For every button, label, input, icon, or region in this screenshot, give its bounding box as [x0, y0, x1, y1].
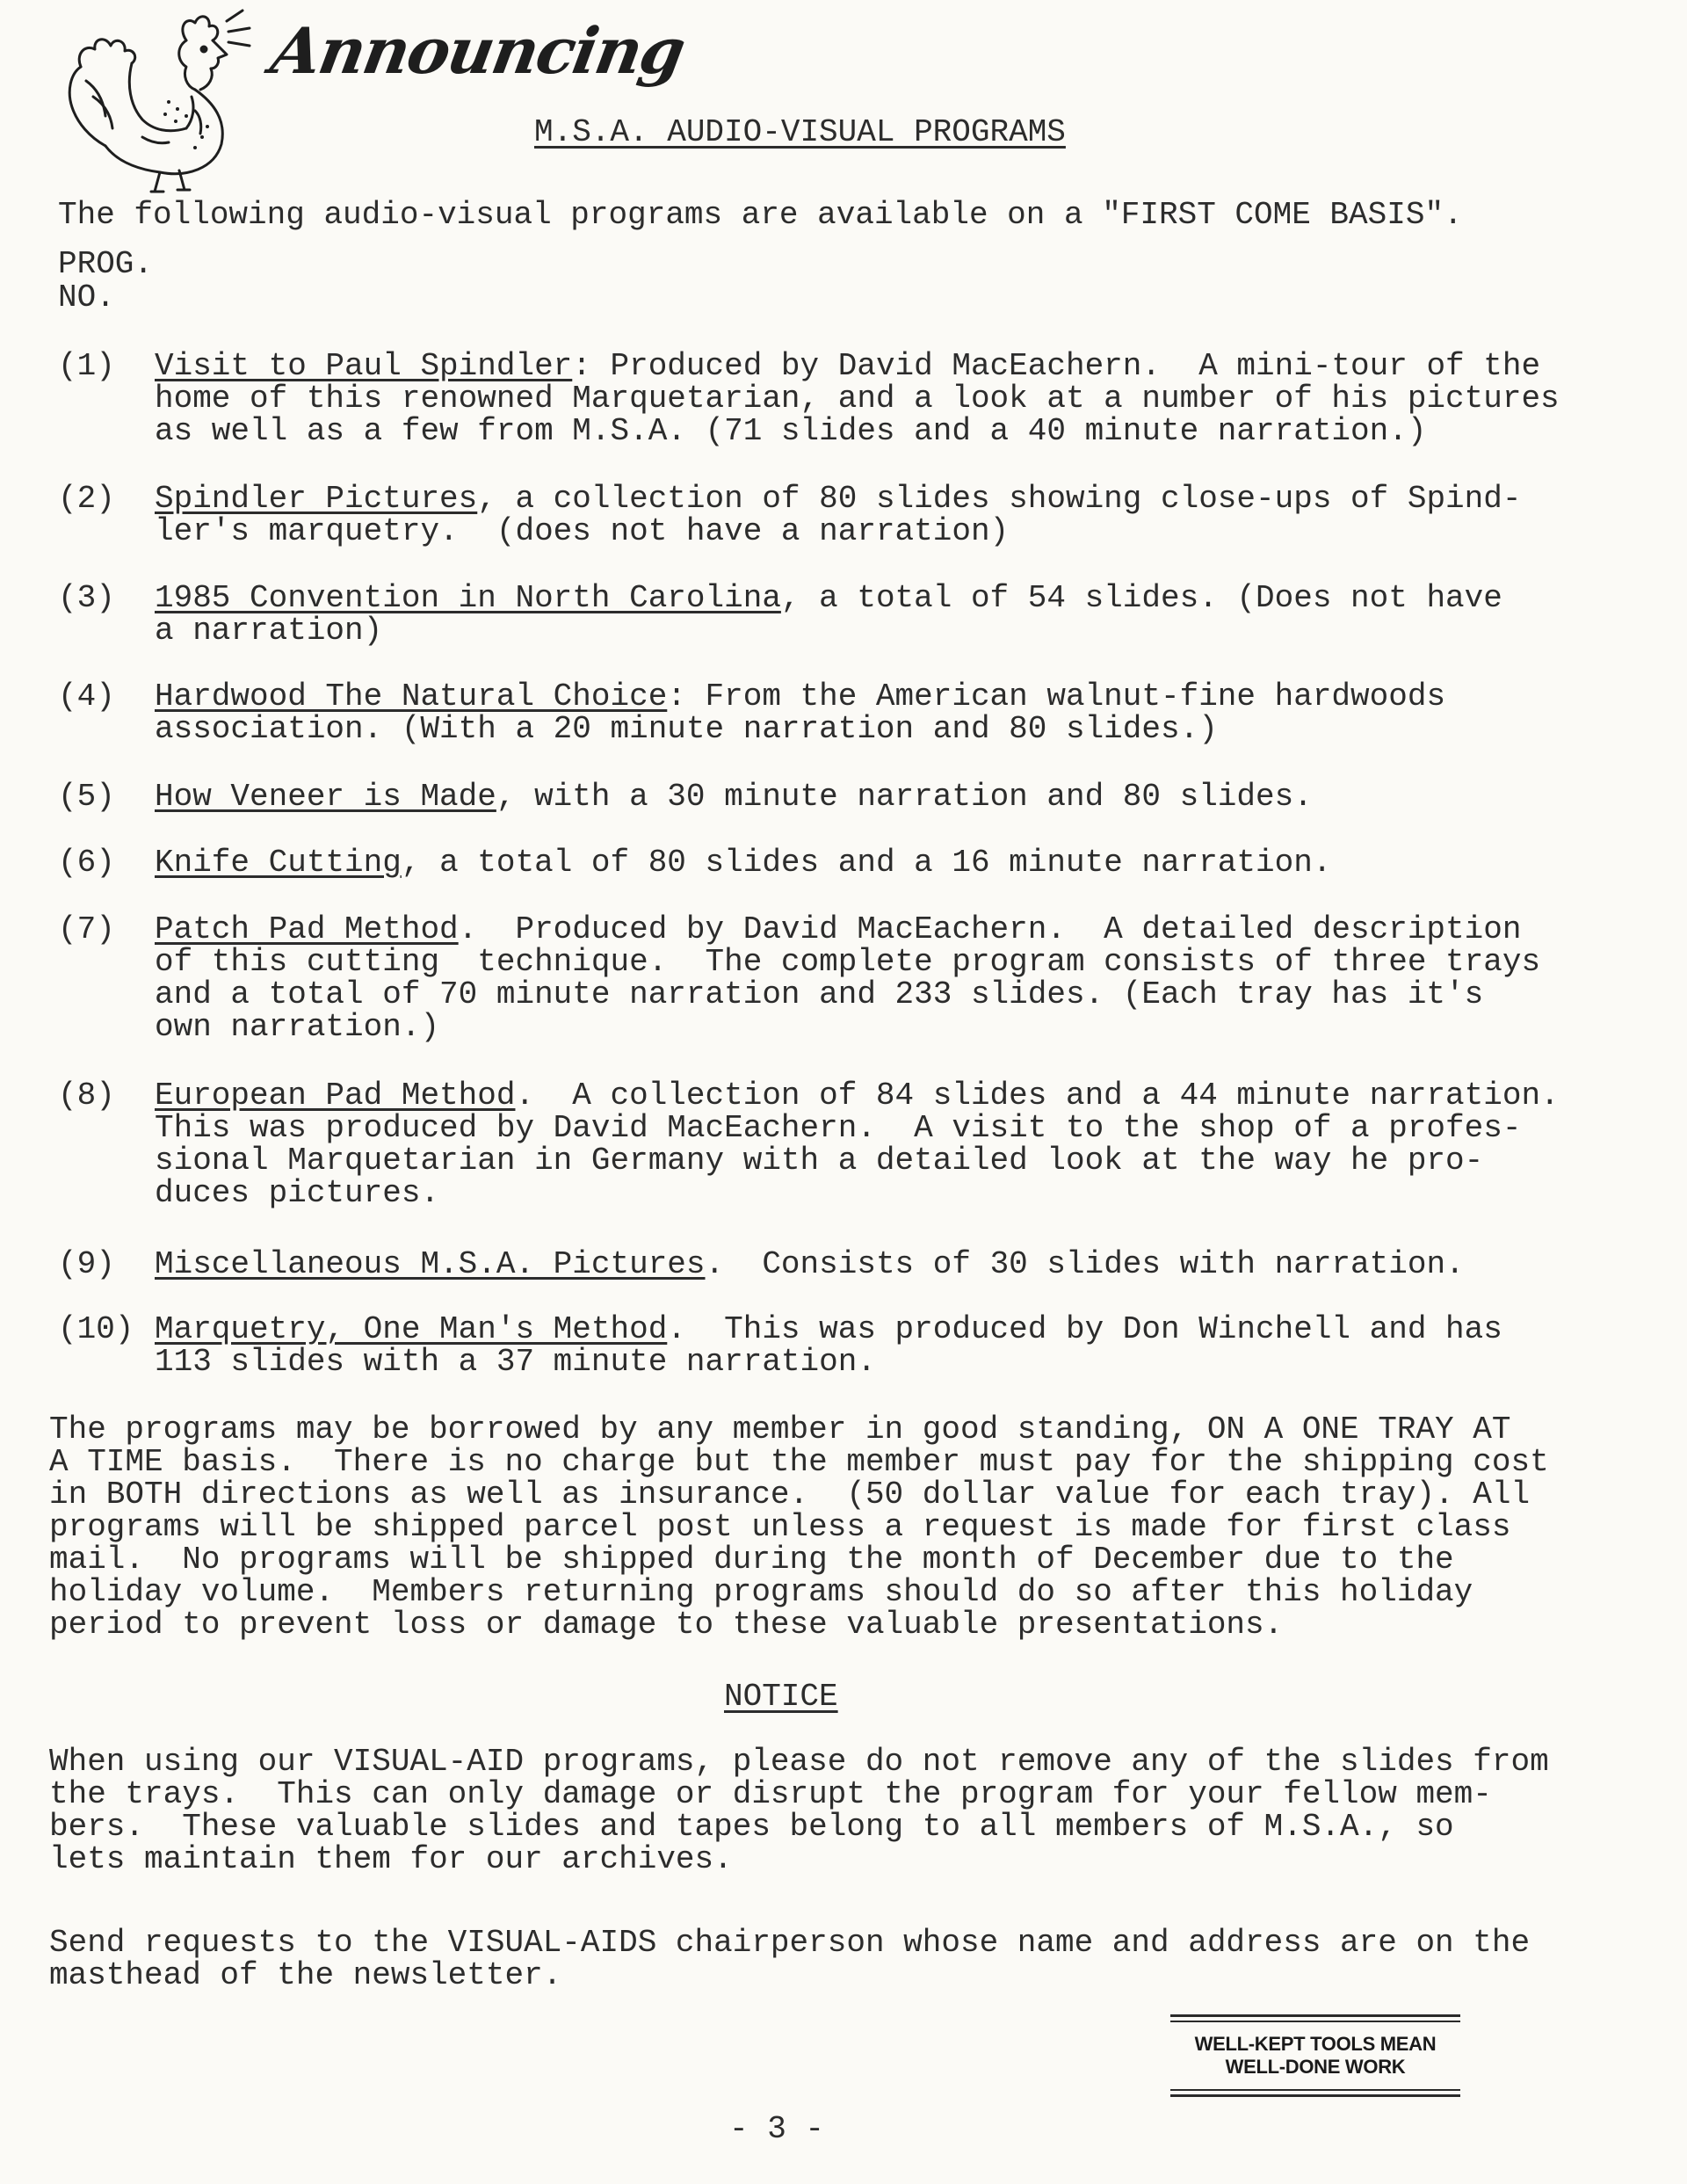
divider: [1170, 2014, 1460, 2017]
program-text: : From the American walnut-fine hardwoods: [667, 678, 1446, 715]
divider: [1170, 2021, 1460, 2022]
program-item: [58, 483, 1640, 548]
program-text: as well as a few from M.S.A. (71 slides and a 40 minute narration.): [155, 413, 1427, 449]
borrowing-policy-paragraph: [49, 1413, 1648, 1641]
program-text: sional Marquetarian in Germany with a detailed look at the way he pro-: [155, 1143, 1484, 1179]
rooster-icon: [54, 5, 257, 194]
program-text: This was produced by David MacEachern. A visit to the shop of a profes-: [155, 1110, 1522, 1146]
program-number: (4): [58, 678, 115, 715]
program-text: . A collection of 84 slides and a 44 minute narration.: [515, 1077, 1560, 1114]
no-label: NO.: [58, 279, 115, 316]
program-number: (5): [58, 779, 115, 815]
page-number: - 3 -: [729, 2111, 825, 2147]
paragraph-line: in BOTH directions as well as insurance. (50 dollar value for each tray). All: [49, 1477, 1531, 1513]
program-title: Patch Pad Method: [155, 911, 459, 947]
paragraph-line: programs will be shipped parcel post unless a request is made for first class: [49, 1509, 1511, 1545]
program-text: . Consists of 30 slides with narration.: [705, 1246, 1465, 1282]
paragraph-line: lets maintain them for our archives.: [49, 1841, 733, 1877]
program-text: , with a 30 minute narration and 80 slides.: [496, 779, 1313, 815]
program-text: own narration.): [155, 1009, 440, 1045]
program-number: (7): [58, 911, 115, 947]
program-number: (6): [58, 845, 115, 881]
program-item: [58, 350, 1640, 447]
page-title: M.S.A. AUDIO-VISUAL PROGRAMS: [534, 114, 1066, 150]
program-text: duces pictures.: [155, 1175, 440, 1211]
notice-paragraph: [49, 1745, 1648, 1876]
program-text: , a collection of 80 slides showing close-ups of Spind-: [477, 481, 1522, 517]
paragraph-line: the trays. This can only damage or disrupt the program for your fellow mem-: [49, 1776, 1492, 1812]
divider: [1170, 2094, 1460, 2097]
paragraph-line: The programs may be borrowed by any member in good standing, ON A ONE TRAY AT: [49, 1411, 1511, 1448]
paragraph-line: bers. These valuable slides and tapes belong to all members of M.S.A., so: [49, 1809, 1454, 1845]
program-title: 1985 Convention in North Carolina: [155, 580, 781, 616]
prog-label: PROG.: [58, 246, 154, 282]
program-item: [58, 1248, 1640, 1281]
program-text: and a total of 70 minute narration and 233 slides. (Each tray has it's: [155, 976, 1484, 1012]
program-item: [58, 1079, 1640, 1209]
paragraph-line: mail. No programs will be shipped during the month of December due to the: [49, 1542, 1454, 1578]
program-number: (2): [58, 481, 115, 517]
program-item: [58, 582, 1640, 647]
program-item: [58, 846, 1640, 879]
divider: [1170, 2089, 1460, 2091]
program-text: . Produced by David MacEachern. A detailed description: [458, 911, 1522, 947]
paragraph-line: When using our VISUAL-AID programs, please do not remove any of the slides from: [49, 1744, 1549, 1780]
program-text: , a total of 80 slides and a 16 minute narration.: [401, 845, 1332, 881]
program-text: a narration): [155, 613, 383, 649]
program-title: Miscellaneous M.S.A. Pictures: [155, 1246, 706, 1282]
program-number: (3): [58, 580, 115, 616]
program-text: . This was produced by Don Winchell and has: [667, 1311, 1502, 1347]
program-item: [58, 913, 1640, 1043]
program-text: home of this renowned Marquetarian, and a look at a number of his pictures: [155, 381, 1560, 417]
slogan-box: [1170, 2011, 1460, 2101]
program-title: European Pad Method: [155, 1077, 516, 1114]
intro-text: The following audio-visual programs are available on a "FIRST COME BASIS".: [58, 197, 1463, 233]
program-text: 113 slides with a 37 minute narration.: [155, 1344, 876, 1380]
program-text: of this cutting technique. The complete program consists of three trays: [155, 944, 1541, 980]
program-title: Knife Cutting: [155, 845, 402, 881]
program-title: Visit to Paul Spindler: [155, 348, 573, 384]
program-title: How Veneer is Made: [155, 779, 496, 815]
program-text: association. (With a 20 minute narration and 80 slides.): [155, 711, 1218, 747]
program-title: Marquetry, One Man's Method: [155, 1311, 668, 1347]
program-title: Hardwood The Natural Choice: [155, 678, 668, 715]
program-item: [58, 1313, 1640, 1378]
slogan-line: WELL-KEPT TOOLS MEAN: [1194, 2033, 1437, 2055]
paragraph-line: A TIME basis. There is no charge but the member must pay for the shipping cost: [49, 1444, 1549, 1480]
program-number: (9): [58, 1246, 115, 1282]
paragraph-line: holiday volume. Members returning programs should do so after this holiday: [49, 1574, 1473, 1610]
paragraph-line: period to prevent loss or damage to these valuable presentations.: [49, 1607, 1284, 1643]
program-number: (1): [58, 348, 115, 384]
program-number-heading: [58, 248, 153, 315]
program-number: (10): [58, 1311, 134, 1347]
slogan-line: WELL-DONE WORK: [1225, 2056, 1406, 2078]
program-text: : Produced by David MacEachern. A mini-tour of the: [572, 348, 1541, 384]
notice-heading: NOTICE: [724, 1679, 838, 1715]
program-text: , a total of 54 slides. (Does not have: [780, 580, 1502, 616]
program-number: (8): [58, 1077, 115, 1114]
announcing-heading: Announcing: [265, 13, 690, 88]
send-requests-paragraph: [49, 1926, 1648, 1992]
paragraph-line: masthead of the newsletter.: [49, 1957, 562, 1993]
paragraph-line: Send requests to the VISUAL-AIDS chairperson whose name and address are on the: [49, 1925, 1531, 1961]
program-item: [58, 680, 1640, 745]
program-title: Spindler Pictures: [155, 481, 478, 517]
program-text: ler's marquetry. (does not have a narration): [155, 513, 1010, 549]
program-item: [58, 780, 1640, 813]
